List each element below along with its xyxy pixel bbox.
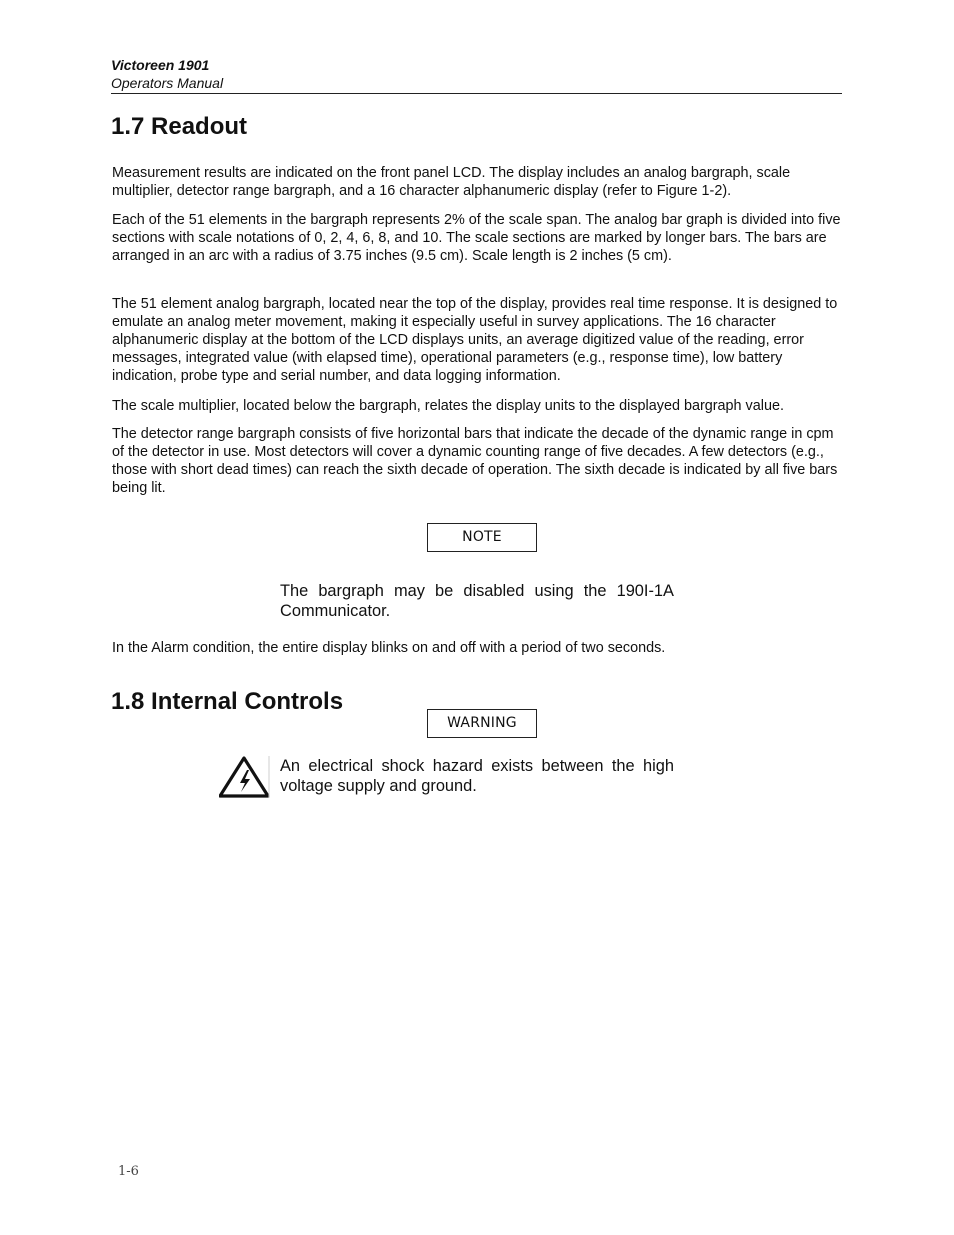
electrical-shock-hazard-icon: [219, 755, 271, 799]
section-heading-readout: 1.7 Readout: [111, 113, 248, 140]
paragraph-readout-intro: Measurement results are indicated on the front panel LCD. The display includes an analog bargraph, scale multiplier, detector range bargraph, and a 16 character alphanumeric display (refer to Figure 1-2).: [112, 165, 791, 199]
paragraph-analog-bargraph: The 51 element analog bargraph, located near the top of the display, provides real time response. It is designed to emulate an analog meter movement, making it especially useful in survey applications. The 16 character alphanumeric display at the bottom of the LCD displays units, an average digitized value of the reading, error messages, integrated value (with elapsed time), operational parameters (e.g., response time), low battery indication, probe type and serial number, and data logging information.: [112, 296, 838, 384]
manual-title: Victoreen 1901: [111, 57, 210, 73]
warning-label: WARNING: [427, 709, 537, 738]
note-text: The bargraph may be disabled using the 190I-1A Communicator.: [280, 582, 674, 620]
paragraph-alarm-condition: In the Alarm condition, the entire display blinks on and off with a period of two seconds.: [112, 640, 666, 656]
page-number: 1-6: [118, 1164, 139, 1179]
note-label: NOTE: [427, 523, 537, 552]
running-header: [111, 56, 842, 94]
paragraph-detector-range: The detector range bargraph consists of five horizontal bars that indicate the decade of the dynamic range in cpm of the detector in use. Most detectors will cover a dynamic counting range of five decades. A few detectors (e.g., those with short dead times) can reach the sixth decade of operation. The sixth decade is indicated by all five bars being lit.: [112, 426, 838, 496]
paragraph-scale-multiplier: The scale multiplier, located below the bargraph, relates the display units to the displayed bargraph value.: [112, 398, 784, 414]
paragraph-bargraph-elements: Each of the 51 elements in the bargraph represents 2% of the scale span. The analog bar graph is divided into five sections with scale notations of 0, 2, 4, 6, 8, and 10. The scale sections are marked by longer bars. The bars are arranged in an arc with a radius of 3.75 inches (9.5 cm). Scale length is 2 inches (5 cm).: [112, 212, 841, 264]
warning-text: An electrical shock hazard exists between the high voltage supply and ground.: [280, 757, 674, 795]
section-heading-internal-controls: 1.8 Internal Controls: [111, 688, 344, 715]
manual-subtitle: Operators Manual: [111, 75, 224, 91]
